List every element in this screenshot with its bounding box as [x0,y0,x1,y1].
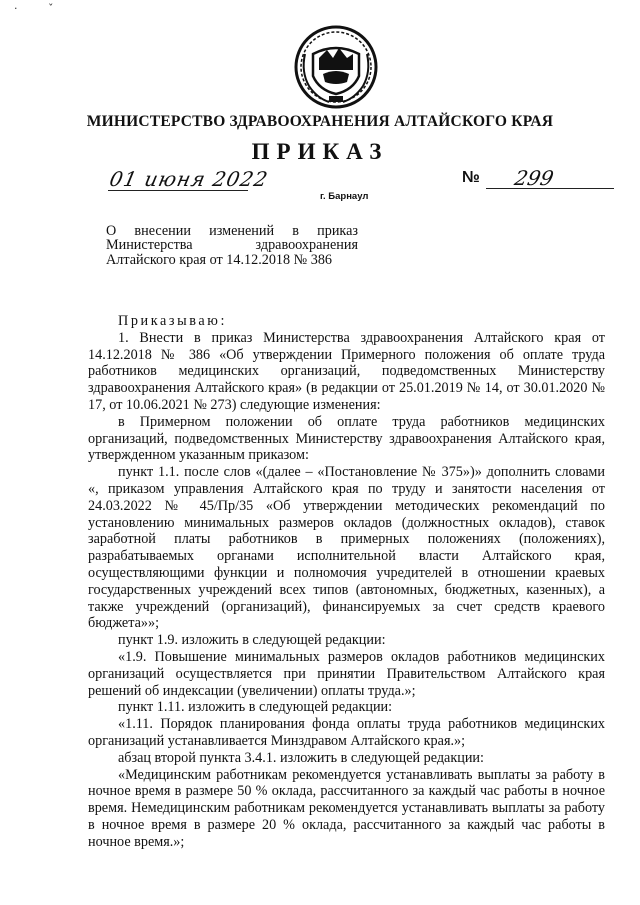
body-paragraph: пункт 1.9. изложить в следующей редакции: [118,632,386,649]
order-body [88,313,605,851]
subject-line: О внесении изменений в приказ [106,223,358,239]
body-paragraph: «1.9. Повышение минимальных размеров окладов работников медицинских организаций осуществляется при принятии Правительством Алтайского края решений об индексации (увеличении) оплаты труда.»; [88,648,605,699]
order-subject [106,224,358,267]
body-paragraph: «Медицинским работникам рекомендуется устанавливать выплаты за работу в ночное время в размере 50 % оклада, рассчитанного за каждый час работы в ночное время. Немедицинским работникам рекомендуется устанавливать выплаты за работу в ночное время в размере 20 % оклада, рассчитанного за каждый час работы в ночное время.»; [88,766,605,850]
scan-artifact: ˇ [48,2,54,15]
date-underline [108,190,248,191]
body-paragraph: абзац второй пункта 3.4.1. изложить в следующей редакции: [118,749,484,766]
subject-line: Министерства здравоохранения [106,237,358,254]
order-directive: Приказываю: [118,313,227,329]
handwritten-date: 01 июня 2022 [107,167,271,191]
city-label: г. Барнаул [320,191,369,202]
body-paragraph: пункт 1.11. изложить в следующей редакции: [118,699,393,716]
order-title: ПРИКАЗ [251,139,389,164]
subject-line: Алтайского края от 14.12.2018 № 386 [106,251,333,268]
body-paragraph: «1.11. Порядок планирования фонда оплаты труда работников медицинских организаций устанавливается Минздравом Алтайского края.»; [88,716,605,749]
scan-artifact: · [14,2,18,15]
coat-of-arms-emblem [293,24,379,110]
number-underline [486,188,614,189]
body-paragraph: 1. Внести в приказ Министерства здравоохранения Алтайского края от 14.12.2018 № 386 «Об утверждении Примерного положения об оплате труда работников медицинских организаций, подведомственных Министерству здравоохранения Алтайского края» (в редакции от 25.01.2019 № 14, от 30.01.2020 № 17, от 10.06.2021 № 273) следующие изменения: [88,329,605,413]
body-paragraph: в Примерном положении об оплате труда работников медицинских организаций, подведомственных Министерству здравоохранения Алтайского края, утвержденном указанным приказом: [88,413,605,464]
body-paragraph: пункт 1.1. после слов «(далее – «Постановление № 375»)» дополнить словами «, приказом управления Алтайского края по труду и занятости населения от 24.03.2022 № 45/Пр/35 «Об утверждении методических рекомендаций по установлению минимальных размеров окладов (должностных окладов), ставок заработной платы работников в примерных положениях (положениях), разрабатываемых органами исполнительной власти Алтайского края, осуществляющими функции и полномочия учредителей в отношении краевых государственных учреждений всех типов (автономных, бюджетных, казенных), а также учреждений (организаций), финансируемых за счет средств краевого бюджета»»; [88,464,605,632]
handwritten-order-number: 299 [512,166,556,190]
ministry-heading: МИНИСТЕРСТВО ЗДРАВООХРАНЕНИЯ АЛТАЙСКОГО КРАЯ [86,113,554,130]
number-label: № [462,169,480,186]
